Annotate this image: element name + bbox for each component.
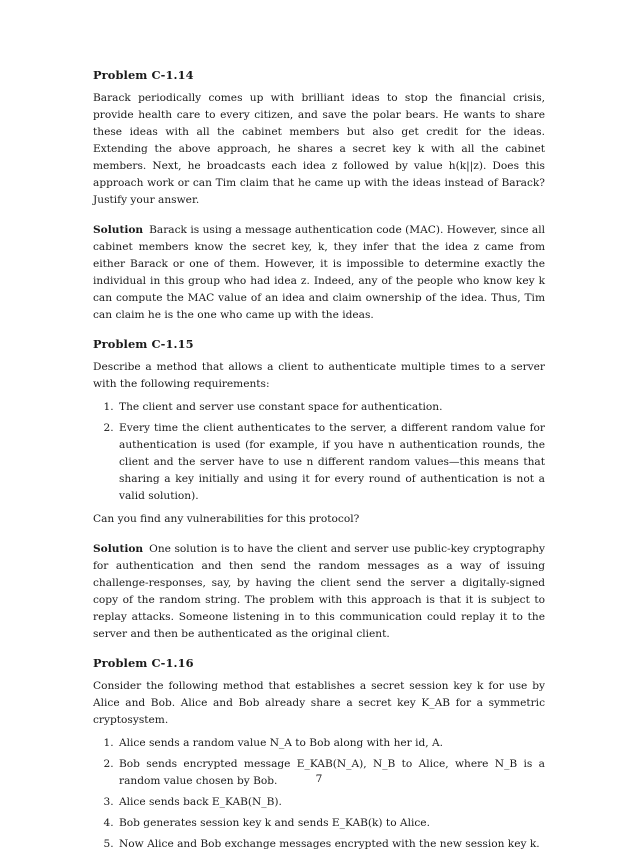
solution-text: Barack is using a message authentication code (MAC). However, since all cabinet members know the secret key, k, they infer that the idea z came from either Barack or one of them. However, it is impossible to determine exactly the individual in this group who had idea z. Indeed, any of the people who know key k can compute the MAC value of an idea and claim ownership of the idea. Thus, Tim can claim he is the one who came up with the ideas. <box>93 224 545 321</box>
problem-heading: Problem C-1.15 <box>93 337 194 351</box>
problem-question: Can you find any vulnerabilities for this protocol? <box>93 513 360 525</box>
list-item: 1. The client and server use constant space for authentication. <box>117 399 545 416</box>
problem-heading: Problem C-1.14 <box>93 68 194 82</box>
document-page <box>93 68 545 859</box>
problem-statement: Describe a method that allows a client to authenticate multiple times to a server with the following requirements: <box>93 361 545 390</box>
list-item: 5. Now Alice and Bob exchange messages encrypted with the new session key k. <box>117 836 545 853</box>
solution-label: Solution <box>93 224 144 236</box>
requirements-list <box>93 399 545 505</box>
list-item: 3. Alice sends back E_KAB(N_B). <box>117 794 545 811</box>
solution-paragraph <box>93 541 545 643</box>
list-item: 4. Bob generates session key k and sends E_KAB(k) to Alice. <box>117 815 545 832</box>
page-number: 7 <box>315 773 323 785</box>
protocol-steps-list <box>93 735 545 853</box>
list-item: 2. Every time the client authenticates to the server, a different random value for authentication is used (for example, if you have n authentication rounds, the client and the server have to use n different random values—this means that sharing a key initially and using it for every round of authentication is not a valid solution). <box>117 420 545 505</box>
solution-label: Solution <box>93 543 144 555</box>
problem-statement: Consider the following method that establishes a secret session key k for use by Alice and Bob. Alice and Bob already share a secret key K_AB for a symmetric cryptosystem. <box>93 680 545 726</box>
problem-heading: Problem C-1.16 <box>93 656 194 670</box>
list-item: 1. Alice sends a random value N_A to Bob along with her id, A. <box>117 735 545 752</box>
solution-paragraph <box>93 222 545 324</box>
list-item: 2. Bob sends encrypted message E_KAB(N_A), N_B to Alice, where N_B is a random value chosen by Bob. <box>117 756 545 790</box>
solution-text: One solution is to have the client and server use public-key cryptography for authentication and then send the random messages as a way of issuing challenge-responses, say, by having the client send the server a digitally-signed copy of the random string. The problem with this approach is that it is subject to replay attacks. Someone listening in to this communication could replay it to the server and then be authenticated as the original client. <box>93 543 545 640</box>
problem-statement: Barack periodically comes up with brilliant ideas to stop the financial crisis, provide health care to every citizen, and save the polar bears. He wants to share these ideas with all the cabinet members but also get credit for the ideas. Extending the above approach, he shares a secret key k with all the cabinet members. Next, he broadcasts each idea z followed by value h(k||z). Does this approach work or can Tim claim that he came up with the ideas instead of Barack? Justify your answer. <box>93 92 545 206</box>
